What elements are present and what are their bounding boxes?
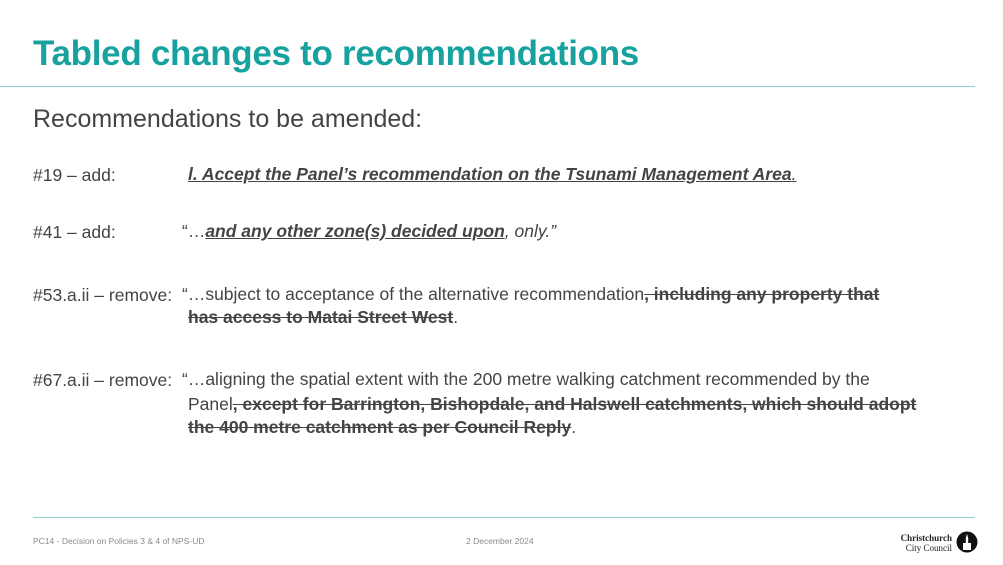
recommendation-67-text-line2 (188, 393, 916, 416)
added-text: and any other zone(s) decided upon (205, 221, 505, 241)
cathedral-icon (956, 531, 978, 553)
added-text: l. Accept the Panel’s recommendation on the Tsunami Management Area (188, 164, 792, 184)
retained-text: Panel (188, 394, 233, 414)
slide-title: Tabled changes to recommendations (33, 34, 639, 73)
retained-text: “…aligning the spatial extent with the 200 metre walking catchment recommended by the (182, 369, 870, 389)
recommendation-53-label: #53.a.ii – remove: (33, 285, 173, 305)
removed-text: the 400 metre catchment as per Council Reply (188, 417, 572, 437)
recommendation-67-label: #67.a.ii – remove: (33, 370, 173, 390)
recommendation-19-label: #19 – add: (33, 165, 116, 185)
recommendation-41-label: #41 – add: (33, 222, 116, 242)
slide-subtitle: Recommendations to be amended: (33, 105, 423, 133)
recommendation-67-text-line1 (182, 368, 870, 391)
logo-wordmark: Christchurch City Council (900, 533, 952, 553)
end-punctuation: . (453, 307, 459, 327)
removed-text: , including any property that (644, 284, 880, 304)
removed-text: , except for Barrington, Bishopdale, and Halswell catchments, which should adopt (232, 394, 917, 414)
recommendation-53-text-line1 (182, 283, 879, 306)
recommendation-41-text (182, 220, 556, 243)
footer-document-title: PC14 - Decision on Policies 3 & 4 of NPS-UD (33, 536, 205, 546)
trailing-text: , only.” (504, 221, 557, 241)
removed-text: has access to Matai Street West (188, 307, 454, 327)
open-quote: “… (182, 221, 206, 241)
retained-text: “…subject to acceptance of the alternative recommendation (182, 284, 645, 304)
council-logo (890, 531, 978, 555)
footer-divider (33, 517, 975, 518)
recommendation-19-text (188, 163, 796, 186)
end-punctuation: . (571, 417, 577, 437)
end-punctuation: . (791, 164, 797, 184)
recommendation-67-text-line3 (188, 416, 576, 439)
footer-date: 2 December 2024 (466, 536, 534, 546)
recommendation-53-text-line2 (188, 306, 458, 329)
title-divider (0, 86, 975, 87)
